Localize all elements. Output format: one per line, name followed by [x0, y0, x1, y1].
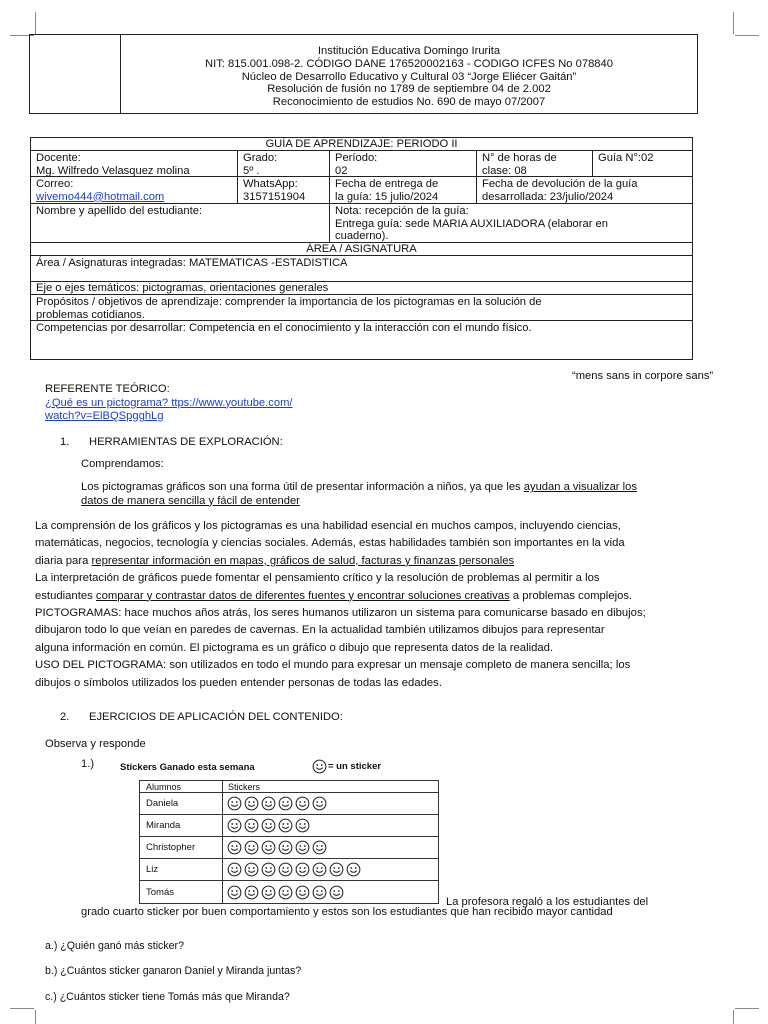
- institution-resolucion: Resolución de fusión no 1789 de septiembre 04 de 2.002: [267, 83, 551, 96]
- smiley-icon: [227, 840, 242, 855]
- comprendamos: Comprendamos:: [81, 458, 164, 470]
- propositos-row: [31, 295, 692, 321]
- smiley-icon: [295, 862, 310, 877]
- student-name: Christopher: [140, 837, 223, 858]
- institution-nucleo: Núcleo de Desarrollo Educativo y Cultural 03 “Jorge Eliécer Gaitán”: [241, 70, 577, 83]
- crop-mark: [35, 12, 36, 34]
- area-row: [31, 256, 692, 282]
- whatsapp-value: 3157151904: [243, 190, 306, 203]
- p2-line-3: diaria para: [35, 554, 92, 567]
- propositos-line-1: Propósitos / objetivos de aprendizaje: comprender la importancia de los pictogramas en la solución de: [36, 296, 542, 308]
- correo-label: Correo:: [36, 178, 74, 190]
- paragraph-1: [81, 481, 741, 508]
- entrega-cell: [329, 177, 476, 203]
- section2-title: EJERCICIOS DE APLICACIÓN DEL CONTENIDO:: [89, 711, 343, 723]
- p1-underline-2: datos de manera sencilla y fácil de entender: [81, 494, 300, 507]
- docente-row: [31, 151, 692, 177]
- competencias-row: [31, 321, 692, 359]
- table-row: [140, 881, 438, 903]
- smiley-icon: [278, 840, 293, 855]
- col-stickers: Stickers: [228, 781, 261, 792]
- entrega-value: la guía: 15 julio/2024: [335, 190, 439, 203]
- institution-nit: NIT: 815.001.098-2. CÓDIGO DANE 176520002163 - CODIGO ICFES No 078840: [205, 57, 613, 70]
- crop-mark: [10, 1008, 34, 1009]
- whatsapp-cell: [237, 177, 329, 203]
- p5-line-2: dibujos o símbolos utilizados los pueden entender personas de todas las edades.: [35, 676, 442, 689]
- smiley-icon: [244, 796, 259, 811]
- horas-cell: [476, 151, 592, 176]
- referente-title: REFERENTE TEÓRICO:: [45, 383, 170, 395]
- smiley-icon: [295, 818, 310, 833]
- question-c: c.) ¿Cuántos sticker tiene Tomás más que Miranda?: [45, 991, 290, 1003]
- smiley-icon: [227, 818, 242, 833]
- table-row: [140, 859, 438, 881]
- table-row: [140, 815, 438, 837]
- eje-row: [31, 282, 692, 295]
- legend-text: = un sticker: [328, 761, 382, 772]
- student-name: Liz: [140, 859, 223, 880]
- smiley-icon: [312, 862, 327, 877]
- smiley-icon: [244, 840, 259, 855]
- p3-underline: comparar y contrastar datos de diferentes fuentes y encontrar soluciones creativas: [95, 589, 510, 602]
- smiley-icon: [312, 885, 327, 900]
- smiley-icon: [329, 885, 344, 900]
- propositos-line-2: problemas cotidianos.: [36, 308, 145, 321]
- crop-mark: [733, 1010, 734, 1024]
- nota-cell: [329, 204, 692, 242]
- institution-header: [29, 34, 698, 114]
- smiley-icon: [295, 885, 310, 900]
- table-row: [140, 793, 438, 815]
- col-alumnos: Alumnos: [140, 781, 223, 792]
- smiley-icon: [329, 862, 344, 877]
- periodo-value: 02: [335, 164, 348, 177]
- paragraph-2: [35, 518, 755, 692]
- smiley-icon: [227, 796, 242, 811]
- whatsapp-label: WhatsApp:: [243, 178, 298, 190]
- periodo-cell: [329, 151, 476, 176]
- smiley-icon: [346, 862, 361, 877]
- sticker-cell: [223, 881, 438, 903]
- smiley-icon: [295, 840, 310, 855]
- crop-mark: [35, 1010, 36, 1024]
- sticker-cell: [223, 815, 438, 836]
- observa-text: Observa y responde: [45, 738, 146, 750]
- p1-text: Los pictogramas gráficos son una forma útil de presentar información a niños, ya que les: [81, 481, 524, 493]
- guia-label: Guía N°:02: [598, 152, 654, 164]
- docente-cell: [31, 151, 237, 176]
- sticker-cell: [223, 837, 438, 858]
- smiley-icon: [244, 818, 259, 833]
- p1-underline-1: ayudan a visualizar los: [523, 481, 637, 493]
- smiley-icon: [261, 862, 276, 877]
- p3-line-1: La interpretación de gráficos puede fomentar el pensamiento crítico y la resolución de problemas al permitir a los: [35, 572, 600, 585]
- entrega-label: Fecha de entrega de: [335, 178, 439, 190]
- smiley-icon: [312, 796, 327, 811]
- guide-table: [30, 137, 693, 360]
- question-a: a.) ¿Quién ganó más sticker?: [45, 940, 184, 952]
- propositos-cell: [31, 295, 692, 320]
- eje-text: Eje o ejes temáticos: pictogramas, orientaciones generales: [36, 282, 329, 294]
- smiley-icon: [244, 885, 259, 900]
- smiley-icon: [244, 862, 259, 877]
- p4-line-1: PICTOGRAMAS: hace muchos años atrás, los seres humanos utilizaron un sistema para comunicarse basado en dibujos;: [35, 607, 646, 620]
- referente-link-1[interactable]: ¿Qué es un pictograma?: [45, 396, 169, 409]
- nombre-label: Nombre y apellido del estudiante:: [36, 205, 203, 217]
- crop-mark: [735, 35, 759, 36]
- p2-line-2: matemáticas, negocios, tecnología y ciencias sociales. Además, estas habilidades también son importantes en la vida: [35, 537, 625, 550]
- docente-value: Mg. Wilfredo Velasquez molina: [36, 164, 190, 177]
- crop-mark: [733, 12, 734, 34]
- smiley-icon: [227, 862, 242, 877]
- smiley-icon: [227, 885, 242, 900]
- nombre-row: [31, 204, 692, 243]
- p3-line-2-end: a problemas complejos.: [509, 589, 633, 602]
- p4-line-3: alguna información en común. El pictograma es un gráfico o dibujo que representa datos de la realidad.: [35, 641, 554, 654]
- chart-title: Stickers Ganado esta semana: [120, 762, 255, 773]
- p3-line-2: estudiantes: [35, 589, 96, 602]
- p2-underline: representar información en mapas, gráficos de salud, facturas y finanzas personales: [91, 554, 515, 567]
- area-text: Área / Asignaturas integradas: MATEMATICAS -ESTADISTICA: [36, 257, 348, 269]
- guia-cell: [592, 151, 692, 176]
- logo-cell: [30, 35, 121, 113]
- section1-number: 1.: [60, 436, 70, 448]
- p5-line-1: USO DEL PICTOGRAMA: son utilizados en todo el mundo para expresar un mensaje completo de manera sencilla; los: [35, 659, 631, 672]
- table-row: [140, 837, 438, 859]
- p2-line-1: La comprensión de los gráficos y los pictogramas es una habilidad esencial en muchos campos, incluyendo ciencias,: [35, 520, 621, 532]
- correo-link[interactable]: wivemo444@hotmail.com: [36, 190, 165, 203]
- sticker-cell: [223, 793, 438, 814]
- smiley-icon: [278, 796, 293, 811]
- grado-label: Grado:: [243, 152, 278, 164]
- student-name: Tomás: [140, 881, 223, 903]
- smiley-icon: [295, 796, 310, 811]
- p4-line-2: dibujaron todo lo que veían en paredes de cavernas. En la actualidad también utilizamos dibujos para representar: [35, 624, 605, 637]
- grado-cell: [237, 151, 329, 176]
- correo-cell: [31, 177, 237, 203]
- smiley-icon: [261, 818, 276, 833]
- description-line-1: La profesora regaló a los estudiantes del: [446, 896, 649, 908]
- smiley-icon: [261, 840, 276, 855]
- pictogram-header-row: [140, 781, 438, 793]
- smiley-icon: [278, 818, 293, 833]
- section2-number: 2.: [60, 711, 70, 723]
- smiley-icon: [312, 759, 327, 774]
- correo-row: [31, 177, 692, 204]
- referente-link-2[interactable]: ttps://www.youtube.com/: [168, 396, 293, 409]
- devolucion-cell: [476, 177, 692, 203]
- student-name: Daniela: [140, 793, 223, 814]
- description-line-2: grado cuarto sticker por buen comportamiento y estos son los estudiantes que han recibido mayor cantidad: [81, 906, 613, 918]
- competencias-text: Competencias por desarrollar: Competencia en el conocimiento y la interacción con el mundo físico.: [36, 322, 532, 334]
- referente-link-3[interactable]: watch?v=ElBQSpgghLg: [45, 410, 164, 422]
- area-header-row: [31, 243, 692, 256]
- smiley-icon: [278, 862, 293, 877]
- horas-value: clase: 08: [482, 164, 527, 177]
- periodo-label: Período:: [335, 152, 378, 164]
- nota-line-3: cuaderno).: [335, 230, 389, 242]
- institution-info: [121, 45, 697, 109]
- smiley-icon: [261, 796, 276, 811]
- grado-value: 5º .: [243, 164, 260, 177]
- area-header: ÁREA / ASIGNATURA: [306, 243, 417, 255]
- student-name: Miranda: [140, 815, 223, 836]
- guide-title-row: [31, 138, 692, 151]
- nota-line-2: Entrega guía: sede MARIA AUXILIADORA (elaborar en: [335, 217, 608, 230]
- horas-label: N° de horas de: [482, 152, 557, 164]
- referente-section: [45, 383, 293, 424]
- devolucion-value: desarrollada: 23/julio/2024: [482, 190, 614, 203]
- exercise-number: 1.): [81, 758, 95, 770]
- institution-reconocimiento: Reconocimiento de estudios No. 690 de mayo 07/2007: [272, 96, 546, 109]
- docente-label: Docente:: [36, 152, 81, 164]
- sticker-cell: [223, 859, 438, 880]
- devolucion-label: Fecha de devolución de la guía: [482, 178, 638, 190]
- smiley-icon: [278, 885, 293, 900]
- institution-name: Institución Educativa Domingo Irurita: [317, 45, 501, 57]
- smiley-icon: [312, 840, 327, 855]
- question-b: b.) ¿Cuántos sticker ganaron Daniel y Miranda juntas?: [45, 965, 302, 977]
- quote: “mens sans in corpore sans”: [572, 370, 714, 382]
- section1-title: HERRAMIENTAS DE EXPLORACIÓN:: [89, 436, 283, 448]
- crop-mark: [735, 1008, 759, 1009]
- pictogram-table: [139, 780, 439, 904]
- smiley-icon: [261, 885, 276, 900]
- nota-line-1: Nota: recepción de la guía:: [335, 205, 469, 217]
- guide-title: GUÍA DE APRENDIZAJE: PERIODO II: [265, 138, 458, 150]
- chart-legend: [312, 759, 381, 774]
